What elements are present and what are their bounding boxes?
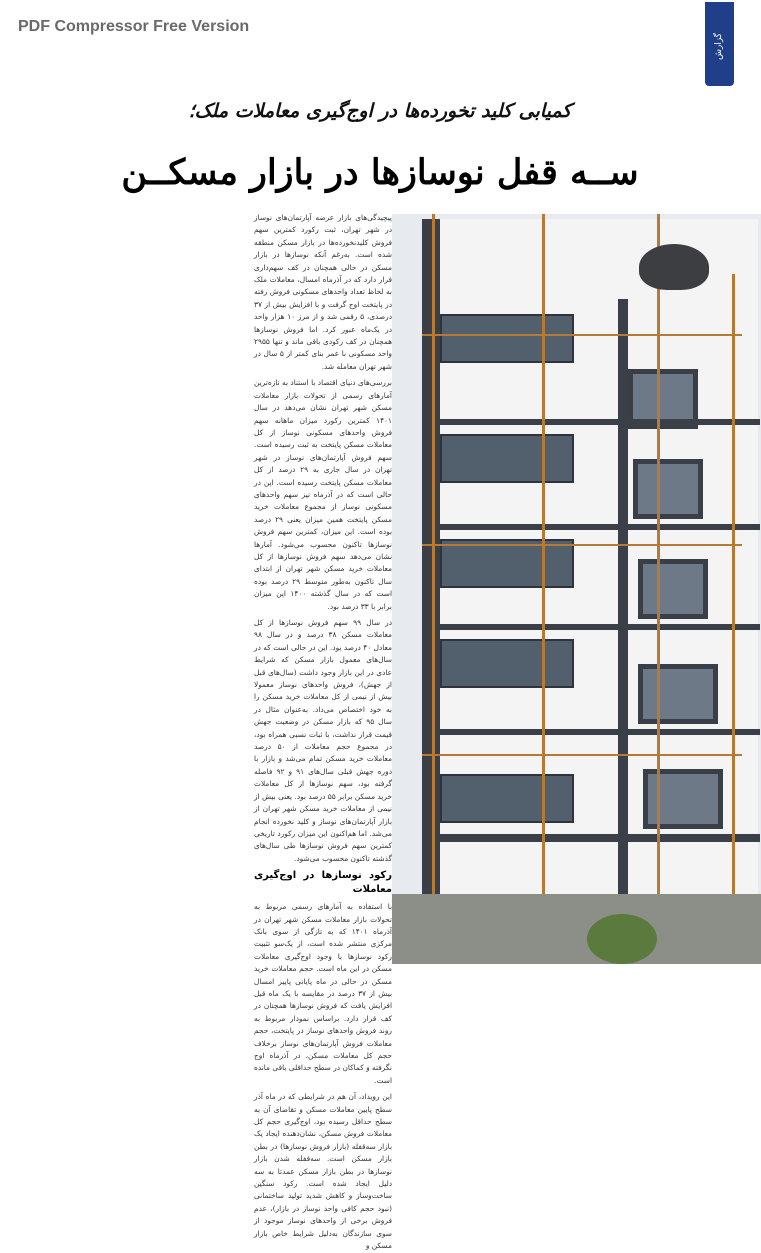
floor-band (440, 624, 760, 630)
scaffold-rung (422, 334, 742, 336)
column (618, 299, 628, 899)
scaffold-rung (422, 754, 742, 756)
paragraph: در سال ۹۹ سهم فروش نوسازها از کل معاملات مسکن ۳۸ درصد و در سال ۹۸ معادل ۴۰ درصد بود. این در حالی است که در سال‌های معمول بازار مسکن که شرایط عادی در این بازار وجود داشت (سال‌های قبل از جهش)، فروش واحدهای نوساز معمولا بیش از نیمی از کل معاملات خرید مسکن را به خود اختصاص می‌داد. به‌عنوان مثال در سال ۹۵ که بازار مسکن در وضعیت جهش قیمت قرار نداشت، با ثبات نسبی همراه بود، در مجموع حجم معاملات از ۵۰ درصد معاملات خرید مسکن تمام می‌شد و بازار با دوره جهش قبلی سال‌های ۹۱ و ۹۲ فاصله گرفته بود، سهم نوسازها از کل معاملات خرید مسکن برابر ۵۵ درصد بود. یعنی بیش از نیمی از معاملات خرید مسکن شهر تهران از بازار آپارتمان‌های نوساز و کلید نخورده انجام می‌شد. اما هم‌اکنون این میزان رکورد تاریخی کمترین سهم فروش نوسازها طی سال‌های گذشته تاکنون محسوب می‌شود. (254, 618, 393, 863)
scaffold-pole (657, 214, 660, 964)
paragraph: این رویداد، آن هم در شرایطی که در ماه آذر سطح پایین معاملات مسکن و تقاضای آن به سطح حداقل رسیده بود، اوج‌گیری حجم کل معاملات فروش مسکن، نشان‌دهنده ایجاد یک بازار سه‌قفله (بازار فروش نوسازها) در بطن بازار مسکن است. سه‌قفله شدن بازار نوسازها در بطن بازار مسکن عمدتا به سه دلیل ایجاد شده است. رکود سنگین ساخت‌وساز و کاهش شدید تولید ساختمانی (نبود حجم کافی واحد نوساز در بازار)، عدم فروش برخی از واحدهای نوساز موجود از سوی سازندگان به‌دلیل شرایط خاص بازار مسکن و (254, 1092, 392, 1251)
balcony-glass (440, 314, 574, 363)
building-photo (392, 214, 761, 964)
subheading: رکود نوسازها در اوج‌گیری معاملات (254, 870, 392, 896)
balcony-glass (440, 639, 574, 688)
scaffold-pole (542, 214, 545, 964)
article-body (254, 212, 393, 1251)
balcony-glass (440, 774, 574, 823)
scaffold-pole (732, 274, 735, 964)
kicker: کمیابی کلید تخورده‌ها در اوج‌گیری معاملات ملک؛ (188, 100, 572, 122)
window (638, 664, 718, 724)
paragraph: با استفاده به آمارهای رسمی مربوط به تحولات بازار معاملات مسکن شهر تهران در آذرماه ۱۴۰۱ که به تازگی از سوی بانک مرکزی منتشر شده است، از یک‌سو تثبیت رکود نوسازها با وجود اوج‌گیری معاملات مسکن در این ماه است. حجم معاملات خرید مسکن در حالی در ماه پایانی پاییز امسال بیش از ۳۷ درصد در مقایسه با یک ماه قبل افزایش یافت که فروش نوسازها همچنان در کف قرار دارد. براساس نمودار مربوط به روند فروش واحدهای نوساز در پایتخت، حجم معاملات فروش آپارتمان‌های نوساز برخلاف حجم کل معاملات مسکن، در آذرماه اوج نگرفته و کماکان در سطح حداقلی باقی مانده است. (254, 902, 392, 1085)
photo-building (422, 219, 758, 964)
paragraph: پیچیدگی‌های بازار عرضه آپارتمان‌های نوساز در شهر تهران، ثبت رکورد کمترین سهم فروش کلیدنخورده‌ها در بازار مسکن منطقه شده است. به‌رغم آنکه نوسازها در بازار مسکن در حالی همچنان در کف سهم‌داری قرار دارد که در آذرماه امسال، معاملات ملک به لحاظ تعداد واحدهای مسکونی فروش رفته در پایتخت اوج گرفت و با افزایش بیش از ۳۷ درصدی، ۵ رقمی شد و از مرز ۱۰ هزار واحد در یک‌ماه عبور کرد. اما فروش نوسازها همچنان در کف رکودی باقی ماند و تنها ۲۹۵۵ واحد مسکونی با عمر بنای کمتر از ۵ سال در شهر تهران معامله شد. (254, 213, 393, 371)
scaffold-rung (422, 544, 742, 546)
window (638, 559, 708, 619)
floor-band (440, 524, 760, 530)
photo-ground (392, 894, 761, 964)
photo-tree (587, 914, 657, 964)
paragraph: بررسی‌های دنیای اقتصاد با استناد به تازه‌ترین آمارهای رسمی از تحولات بازار معاملات مسکن شهر تهران نشان می‌دهد در سال ۱۴۰۱ کمترین رکورد میزان ماهانه سهم فروش واحدهای مسکونی نوساز از کل معاملات مسکن پایتخت به ثبت رسیده است. سهم فروش آپارتمان‌های نوساز در شهر تهران در سال جاری به ۲۹ درصد از کل معاملات مسکن پایتخت رسیده است. این در حالی است که در آذرماه نیز سهم واحدهای مسکونی نوساز از مجموع معاملات خرید مسکن پایتخت همین میزان یعنی ۲۹ درصد بوده است. این میزان، کمترین سهم فروش نوسازها تاکنون محسوب می‌شود. آمارها نشان می‌دهد سهم فروش نوسازها از کل معاملات خرید مسکن شهر تهران از ابتدای سال تاکنون به‌طور متوسط ۲۹ درصد بوده است که در سال گذشته ۱۴۰۰ این میزان برابر با ۳۳ درصد بود. (254, 378, 393, 611)
floor-band (440, 834, 760, 842)
section-tab (705, 2, 734, 86)
street-lamp (639, 244, 709, 290)
window (633, 459, 703, 519)
watermark: PDF Compressor Free Version (18, 18, 250, 35)
section-tab-label: گزارش (714, 32, 724, 60)
headline: ســه قفل نوسازها در بازار مسکــن (121, 152, 639, 193)
window (643, 769, 723, 829)
balcony-glass (440, 434, 574, 483)
floor-band (440, 419, 760, 425)
balcony-glass (440, 539, 574, 588)
floor-band (440, 729, 760, 735)
scaffold-pole (432, 214, 435, 964)
